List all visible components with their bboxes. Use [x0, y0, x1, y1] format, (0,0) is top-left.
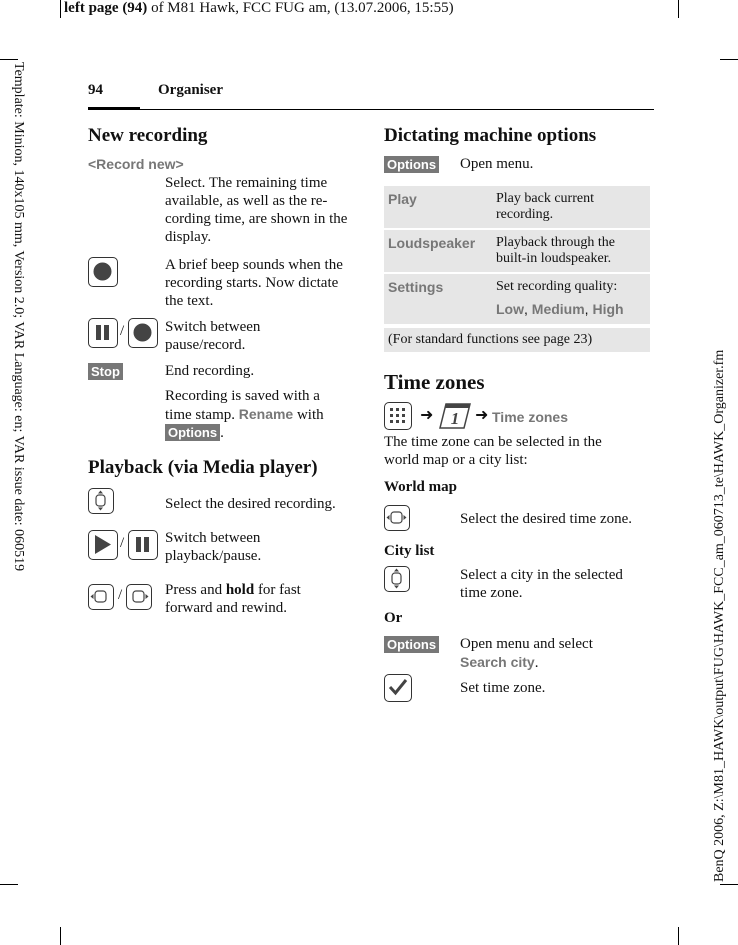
crop-mark [60, 927, 61, 945]
switch-pause-record: Switch between pause/record. [165, 319, 261, 353]
city-list-text: Select a city in the selected time zone. [460, 567, 623, 601]
arrow-icon: ➜ [475, 407, 489, 424]
menu-grid-icon [384, 402, 412, 430]
nav-fourway-icon [384, 505, 410, 531]
option-key: Loudspeaker [384, 230, 492, 272]
table-row [384, 186, 650, 228]
standard-functions-note: (For standard functions see page 23) [384, 328, 650, 352]
time-zones-title: Time zones [384, 370, 485, 394]
time-zones-path: Time zones [492, 409, 568, 425]
page-number: 94 [88, 82, 103, 98]
calendar-icon [438, 398, 472, 435]
crop-mark [720, 884, 738, 885]
side-template-text: Template: Minion, 140x105 mm, Version 2.0; VAR Language: en; VAR issue date: 060519 [11, 62, 26, 572]
crop-mark [60, 0, 61, 18]
nav-left-icon [88, 584, 114, 610]
separator-slash: / [120, 535, 125, 551]
open-select-text: Open menu and select Search city. [460, 636, 593, 671]
switch-playback-pause: Switch between playback/pause. [165, 530, 262, 564]
nav-updown-icon [384, 566, 410, 592]
set-time-zone-text: Set time zone. [460, 680, 546, 696]
select-recording-text: Select the desired recording. [165, 496, 336, 512]
option-desc: Play back current recording. [492, 186, 650, 228]
confirm-check-icon [384, 674, 412, 702]
nav-updown-icon [88, 488, 114, 514]
stop-softkey: Stop [88, 363, 123, 380]
beep-description: A brief beep sounds when the recording starts. Now dictate the text. [165, 257, 343, 309]
or-heading: Or [384, 610, 403, 626]
table-row [384, 230, 650, 272]
separator-slash: / [118, 587, 123, 603]
press-hold-text: Press and hold for fast forward and rewind. [165, 582, 301, 616]
options-softkey: Options [384, 156, 439, 173]
print-header: left page (94) of M81 Hawk, FCC FUG am, (13.07.2006, 15:55) [64, 0, 454, 16]
crop-mark [0, 884, 18, 885]
nav-right-icon [126, 584, 152, 610]
separator-slash: / [120, 323, 125, 339]
options-softkey: Options [384, 636, 439, 653]
select-description: Select. The remaining time available, as well as the re-cording time, are shown in the display. [165, 175, 348, 245]
end-recording-text: End recording. [165, 363, 255, 379]
city-list-heading: City list [384, 543, 435, 559]
svg-text:1: 1 [450, 409, 460, 428]
side-path-text: BenQ 2006, Z:\M81_HAWK\output\FUG\HAWK_FCC_am_060713_te\HAWK_Organizer.fm [712, 349, 727, 882]
options-softkey: Options [165, 424, 220, 441]
option-desc: Playback through the built-in loudspeaker. [492, 230, 650, 272]
table-row [384, 274, 650, 324]
crop-mark [0, 59, 18, 60]
pause-key-icon [128, 530, 158, 560]
time-zone-intro: The time zone can be selected in the world map or a city list: [384, 434, 602, 468]
world-map-heading: World map [384, 479, 457, 495]
dictating-options-title: Dictating machine options [384, 125, 597, 146]
crop-mark [678, 0, 679, 18]
world-map-text: Select the desired time zone. [460, 511, 633, 527]
header-rule [88, 109, 654, 110]
record-key-icon [128, 318, 158, 348]
option-key: Settings [384, 274, 492, 324]
running-head: Organiser [158, 82, 223, 98]
pause-key-icon [88, 318, 118, 348]
saved-description: Recording is saved with a time stamp. Rename with Options . [165, 388, 324, 441]
options-table [384, 184, 650, 326]
play-key-icon [88, 530, 118, 560]
record-new-softkey: <Record new> [88, 156, 184, 172]
arrow-icon: ➜ [420, 407, 434, 424]
option-desc: Set recording quality: Low, Medium, High [492, 274, 650, 324]
crop-mark [678, 927, 679, 945]
playback-title: Playback (via Media player) [88, 457, 318, 478]
record-key-icon [88, 257, 118, 287]
option-key: Play [384, 186, 492, 228]
crop-mark [720, 59, 738, 60]
open-menu-text: Open menu. [460, 156, 534, 172]
new-recording-title: New recording [88, 125, 208, 146]
